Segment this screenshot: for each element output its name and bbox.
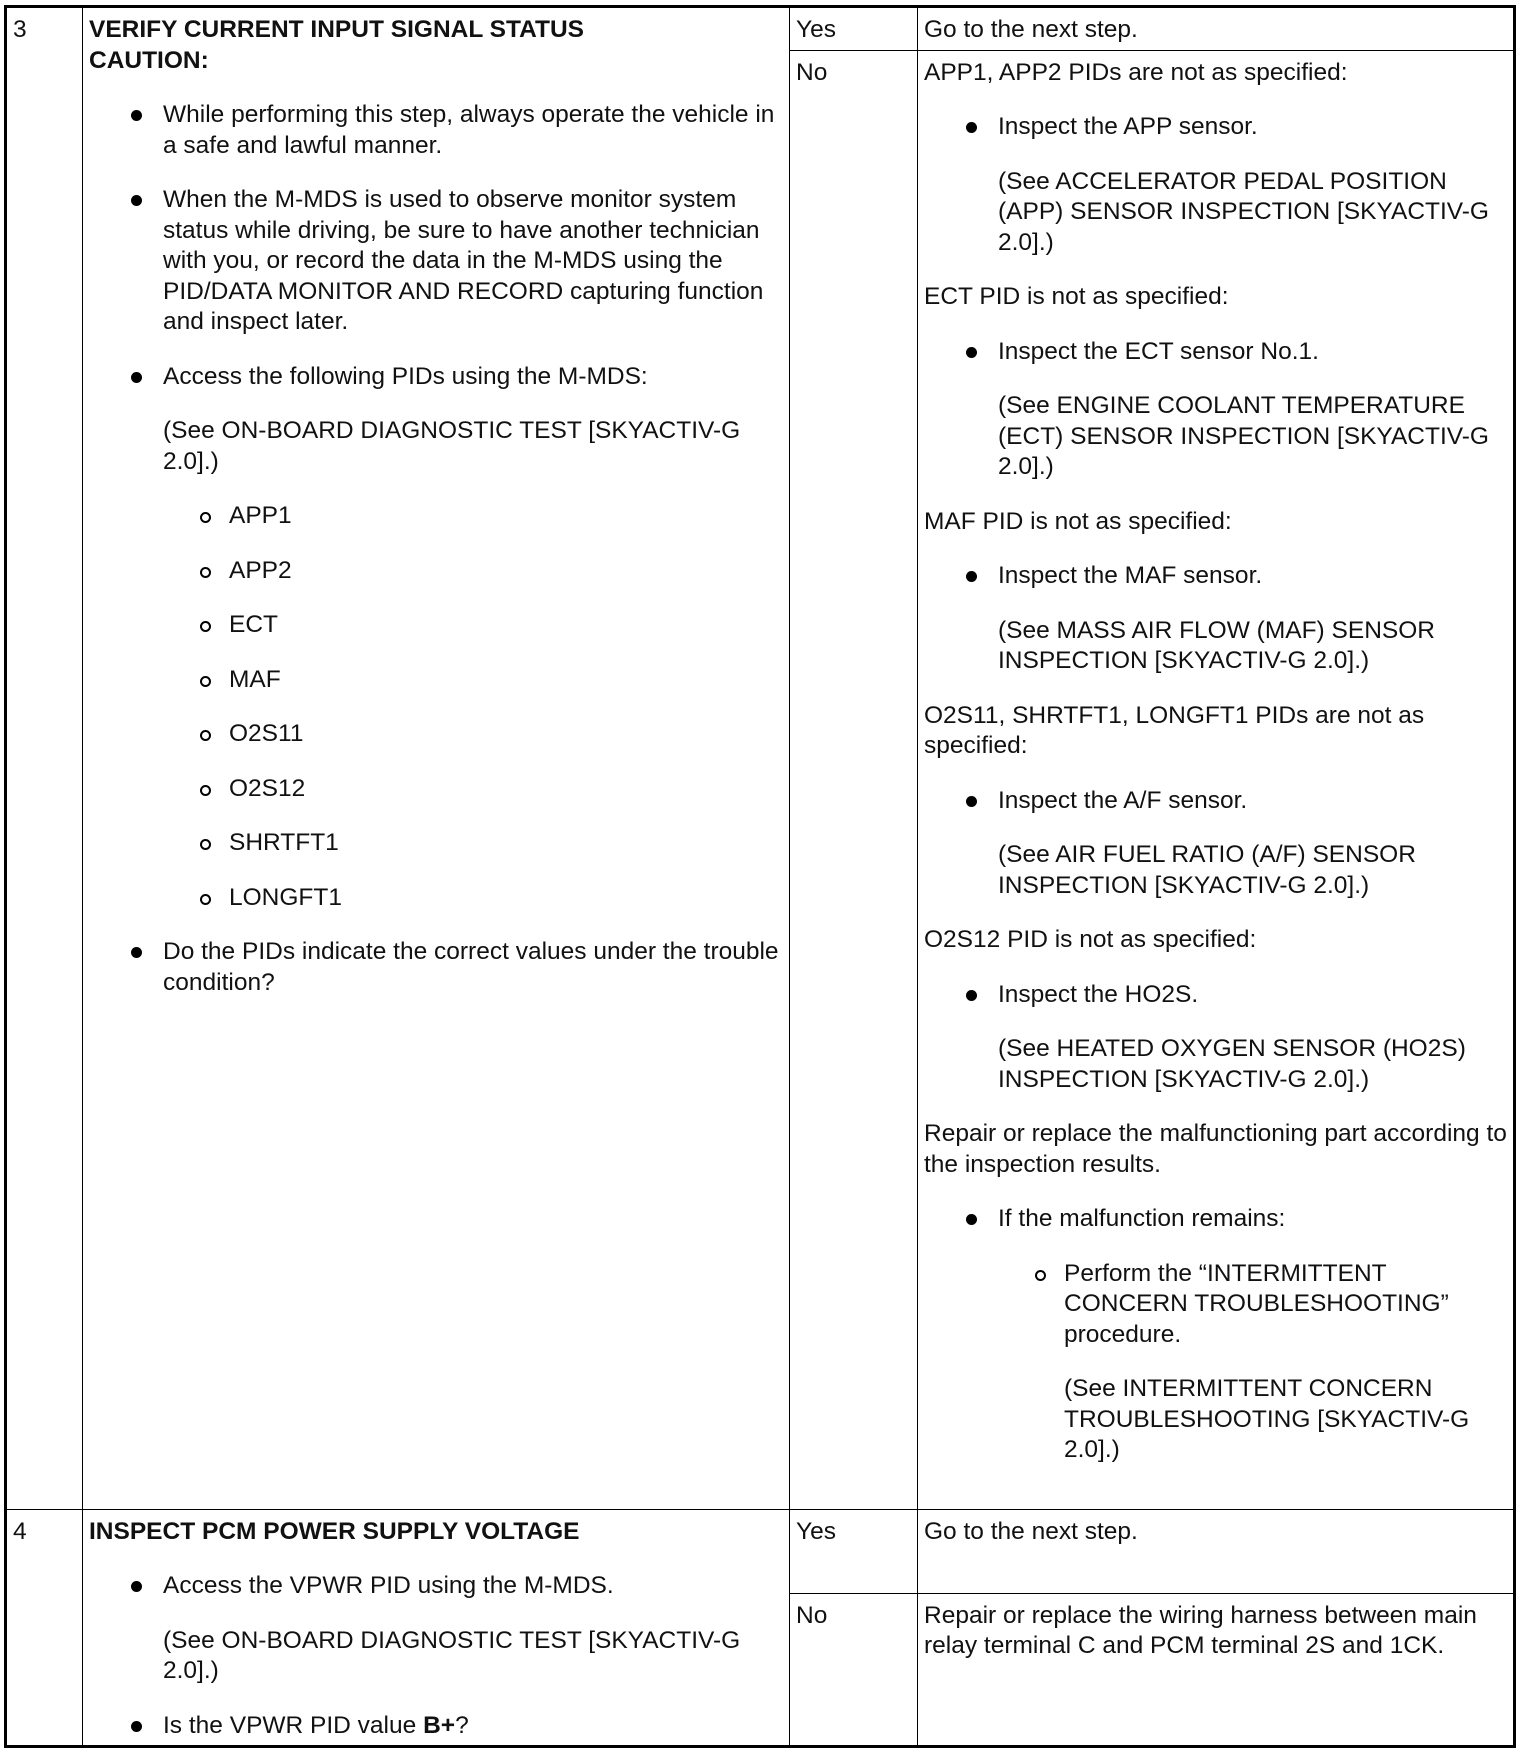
step4-title: INSPECT PCM POWER SUPPLY VOLTAGE: [89, 1517, 580, 1545]
no-action-bullet: [924, 112, 1507, 258]
perform-ref: (See INTERMITTENT CONCERN TROUBLESHOOTING [SKYACTIV-G 2.0].): [1064, 1375, 1470, 1463]
pid-item: O2S12: [155, 774, 783, 805]
step3-no-actions: [918, 50, 1515, 1509]
repair-bullets: [924, 1204, 1507, 1466]
no-action-bullet-text: Inspect the A/F sensor.: [998, 786, 1248, 814]
no-action-bullets: [924, 980, 1507, 1096]
no-action-group: [924, 282, 1507, 483]
step4-bullet-1: [89, 1571, 783, 1687]
step3-title: VERIFY CURRENT INPUT SIGNAL STATUS: [89, 16, 585, 43]
no-action-bullet: [924, 786, 1507, 902]
no-action-group: [924, 58, 1507, 259]
pid-item: APP1: [155, 501, 783, 532]
step3-bullet-3: [89, 362, 783, 914]
step4-number: 4: [6, 1509, 83, 1747]
step4-question-prefix: Is the VPWR PID value: [163, 1711, 424, 1739]
pid-item: APP2: [155, 556, 783, 587]
step4-question-value: B+: [423, 1711, 456, 1739]
perform-text: Perform the “INTERMITTENT CONCERN TROUBLESHOOTING” procedure.: [1064, 1259, 1449, 1348]
step3-pid-list: [155, 501, 783, 913]
step4-see-ref: (See ON-BOARD DIAGNOSTIC TEST [SKYACTIV-G 2.0].): [163, 1626, 741, 1684]
step3-caution-label: CAUTION:: [89, 46, 209, 74]
no-action-ref: (See ACCELERATOR PEDAL POSITION (APP) SENSOR INSPECTION [SKYACTIV-G 2.0].): [998, 167, 1489, 256]
step3-yes-row: [6, 7, 1515, 51]
step3-action-cell: [83, 7, 790, 1510]
step4-bullet-list: [89, 1571, 783, 1741]
step4-yes-label: Yes: [790, 1509, 918, 1593]
no-action-condition: O2S11, SHRTFT1, LONGFT1 PIDs are not as specified:: [924, 701, 1425, 759]
no-action-bullet-text: Inspect the ECT sensor No.1.: [998, 337, 1319, 365]
step4-no-action: Repair or replace the wiring harness between main relay terminal C and PCM terminal 2S and 1CK.: [918, 1593, 1515, 1747]
no-action-condition: MAF PID is not as specified:: [924, 507, 1232, 535]
step3-yes-label: Yes: [790, 7, 918, 51]
no-action-bullet: [924, 561, 1507, 677]
step3-bullet-1: While performing this step, always operate the vehicle in a safe and lawful manner.: [89, 100, 783, 161]
step3-bullet-2: When the M-MDS is used to observe monitor system status while driving, be sure to have another technician with you, or record the data in the M-MDS using the PID/DATA MONITOR AND RECORD capturing function and inspect later.: [89, 185, 783, 338]
no-action-bullets: [924, 337, 1507, 483]
no-action-bullets: [924, 112, 1507, 258]
pid-item: LONGFT1: [155, 883, 783, 914]
step3-see-ref: (See ON-BOARD DIAGNOSTIC TEST [SKYACTIV-G 2.0].): [163, 417, 741, 475]
pid-item: O2S11: [155, 719, 783, 750]
no-action-bullet: [924, 337, 1507, 483]
step3-yes-action: Go to the next step.: [918, 7, 1515, 51]
step3-number: 3: [6, 7, 83, 1510]
perform-item: [990, 1259, 1507, 1466]
no-action-bullets: [924, 786, 1507, 902]
step4-question: [89, 1711, 783, 1742]
repair-group: [924, 1119, 1507, 1466]
no-action-group: [924, 507, 1507, 677]
step4-yes-action: Go to the next step.: [918, 1509, 1515, 1593]
no-action-ref: (See ENGINE COOLANT TEMPERATURE (ECT) SENSOR INSPECTION [SKYACTIV-G 2.0].): [998, 392, 1489, 480]
perform-list: [990, 1259, 1507, 1466]
step4-action-cell: [83, 1509, 790, 1747]
step3-no-label: No: [790, 50, 918, 1509]
step4-no-label: No: [790, 1593, 918, 1747]
pid-item: ECT: [155, 610, 783, 641]
no-action-condition: ECT PID is not as specified:: [924, 283, 1229, 310]
step4-question-suffix: ?: [455, 1711, 469, 1739]
no-action-bullet-text: Inspect the HO2S.: [998, 980, 1199, 1008]
no-action-bullet-text: Inspect the MAF sensor.: [998, 562, 1263, 589]
no-action-condition: APP1, APP2 PIDs are not as specified:: [924, 58, 1348, 86]
no-action-ref: (See AIR FUEL RATIO (A/F) SENSOR INSPECTION [SKYACTIV-G 2.0].): [998, 841, 1416, 899]
no-action-ref: (See MASS AIR FLOW (MAF) SENSOR INSPECTION [SKYACTIV-G 2.0].): [998, 616, 1435, 674]
pid-item: SHRTFT1: [155, 828, 783, 859]
step4-yes-row: [6, 1509, 1515, 1593]
step3-question: Do the PIDs indicate the correct values under the trouble condition?: [89, 937, 783, 998]
step3-bullet-list: [89, 100, 783, 998]
no-action-bullet: [924, 980, 1507, 1096]
troubleshooting-table: [4, 5, 1516, 1748]
no-action-bullets: [924, 561, 1507, 677]
remain-bullet-text: If the malfunction remains:: [998, 1205, 1286, 1232]
step3-bullet-3-text: Access the following PIDs using the M-MDS:: [163, 362, 648, 390]
no-action-ref: (See HEATED OXYGEN SENSOR (HO2S) INSPECTION [SKYACTIV-G 2.0].): [998, 1035, 1466, 1093]
pid-item: MAF: [155, 665, 783, 696]
remain-bullet: [924, 1204, 1507, 1466]
no-action-group: [924, 701, 1507, 902]
repair-text: Repair or replace the malfunctioning part according to the inspection results.: [924, 1120, 1507, 1178]
no-action-bullet-text: Inspect the APP sensor.: [998, 113, 1258, 140]
step4-bullet-text: Access the VPWR PID using the M-MDS.: [163, 1572, 614, 1599]
no-action-condition: O2S12 PID is not as specified:: [924, 926, 1257, 953]
no-action-group: [924, 925, 1507, 1095]
